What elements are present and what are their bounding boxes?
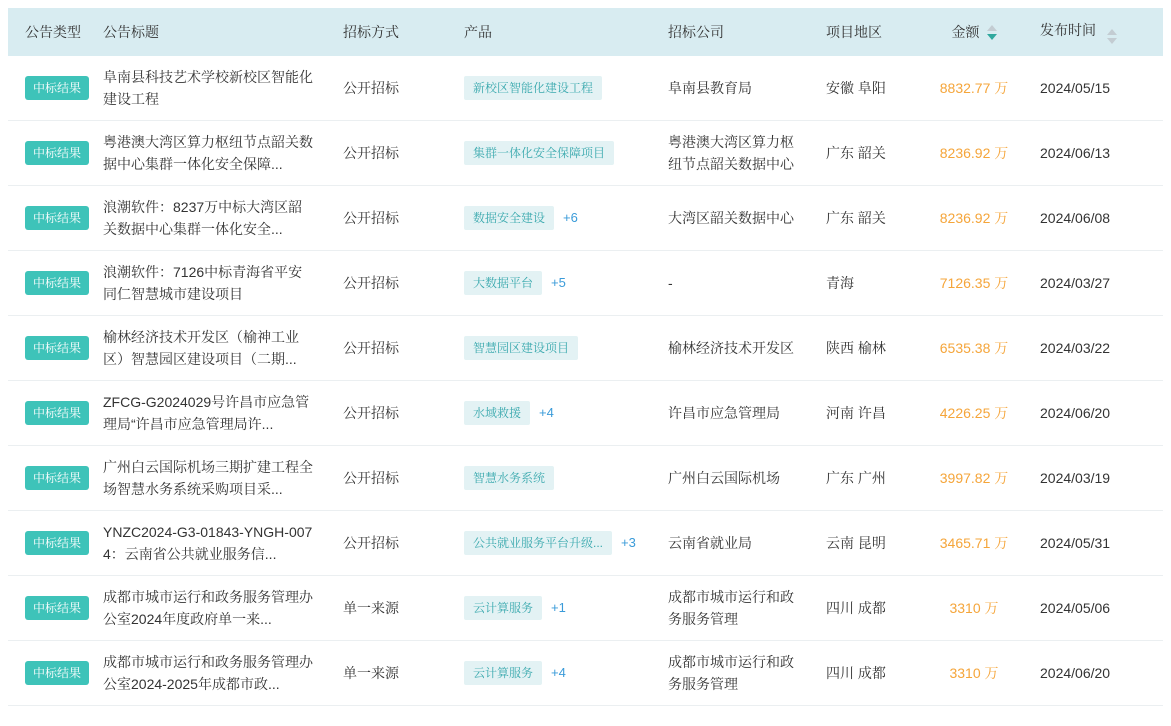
- publish-date: 2024/05/15: [1040, 80, 1111, 96]
- amount-value: 8236.92 万: [939, 145, 1009, 161]
- sort-desc-icon[interactable]: [1107, 38, 1117, 44]
- project-region: 四川 成都: [826, 665, 886, 681]
- product-cell: [449, 466, 653, 490]
- amount-value: 3310 万: [949, 665, 999, 681]
- announcement-type-cell: [8, 466, 103, 490]
- announcement-title[interactable]: 粤港澳大湾区算力枢纽节点韶关数据中心集群一体化安全保障...: [103, 134, 313, 172]
- publish-date: 2024/06/08: [1040, 210, 1111, 226]
- amount-value: 8236.92 万: [939, 210, 1009, 226]
- status-badge: 中标结果: [25, 76, 89, 100]
- status-badge: 中标结果: [25, 466, 89, 490]
- amount-cell: [918, 402, 1030, 424]
- product-tag[interactable]: 智慧水务系统: [464, 466, 554, 490]
- bidding-company: 许昌市应急管理局: [668, 405, 780, 421]
- amount-value: 3310 万: [949, 600, 999, 616]
- bidding-method: 公开招标: [343, 535, 399, 551]
- product-cell: [449, 531, 653, 555]
- project-region: 陕西 榆林: [826, 340, 886, 356]
- announcement-type-cell: [8, 271, 103, 295]
- publish-date: 2024/05/06: [1040, 600, 1111, 616]
- bidding-company: 成都市城市运行和政务服务管理: [668, 654, 794, 692]
- table-row[interactable]: [8, 381, 1163, 446]
- header-project-region: 项目地区: [826, 24, 882, 40]
- status-badge: 中标结果: [25, 596, 89, 620]
- project-region: 云南 昆明: [826, 535, 886, 551]
- header-bidding-method: 招标方式: [343, 24, 399, 40]
- table-row[interactable]: [8, 121, 1163, 186]
- product-tag[interactable]: 云计算服务: [464, 596, 542, 620]
- product-more-count[interactable]: +4: [539, 405, 554, 420]
- header-announcement-type: 公告类型: [25, 24, 81, 40]
- amount-value: 6535.38 万: [939, 340, 1009, 356]
- bidding-company: 云南省就业局: [668, 535, 752, 551]
- amount-value: 8832.77 万: [939, 80, 1009, 96]
- announcement-type-cell: [8, 76, 103, 100]
- announcement-title[interactable]: 榆林经济技术开发区（榆神工业区）智慧园区建设项目（二期...: [103, 329, 299, 367]
- bidding-company: 阜南县教育局: [668, 80, 752, 96]
- product-more-count[interactable]: +6: [563, 210, 578, 225]
- amount-value: 7126.35 万: [939, 275, 1009, 291]
- amount-value: 3997.82 万: [939, 470, 1009, 486]
- bidding-method: 单一来源: [343, 665, 399, 681]
- product-tag[interactable]: 智慧园区建设项目: [464, 336, 578, 360]
- header-publish-date-label: 发布时间: [1040, 22, 1096, 38]
- table-row[interactable]: [8, 316, 1163, 381]
- announcement-title[interactable]: 浪潮软件：7126中标青海省平安同仁智慧城市建设项目: [103, 264, 303, 302]
- amount-cell: [918, 467, 1030, 489]
- header-publish-date[interactable]: [1030, 20, 1148, 44]
- product-cell: [449, 401, 653, 425]
- publish-date: 2024/03/27: [1040, 275, 1111, 291]
- product-cell: [449, 596, 653, 620]
- publish-date: 2024/06/20: [1040, 405, 1111, 421]
- announcement-type-cell: [8, 336, 103, 360]
- project-region: 河南 许昌: [826, 405, 886, 421]
- publish-date: 2024/03/19: [1040, 470, 1111, 486]
- table-row[interactable]: [8, 251, 1163, 316]
- announcement-title[interactable]: 阜南县科技艺术学校新校区智能化建设工程: [103, 69, 313, 107]
- announcement-type-cell: [8, 661, 103, 685]
- product-cell: [449, 206, 653, 230]
- announcement-title[interactable]: 成都市城市运行和政务服务管理办公室2024-2025年成都市政...: [103, 654, 313, 692]
- table-row[interactable]: [8, 186, 1163, 251]
- project-region: 广东 韶关: [826, 210, 886, 226]
- header-product: 产品: [464, 24, 492, 40]
- announcement-title[interactable]: 成都市城市运行和政务服务管理办公室2024年度政府单一来...: [103, 589, 313, 627]
- bidding-method: 单一来源: [343, 600, 399, 616]
- amount-cell: [918, 662, 1030, 684]
- product-cell: [449, 141, 653, 165]
- status-badge: 中标结果: [25, 271, 89, 295]
- amount-cell: [918, 142, 1030, 164]
- project-region: 青海: [826, 275, 854, 291]
- table-row[interactable]: [8, 641, 1163, 706]
- table-row[interactable]: [8, 446, 1163, 511]
- bidding-company: 成都市城市运行和政务服务管理: [668, 589, 794, 627]
- publish-date: 2024/05/31: [1040, 535, 1111, 551]
- project-region: 安徽 阜阳: [826, 80, 886, 96]
- product-tag[interactable]: 集群一体化安全保障项目: [464, 141, 614, 165]
- product-more-count[interactable]: +1: [551, 600, 566, 615]
- status-badge: 中标结果: [25, 661, 89, 685]
- sort-amount-icon[interactable]: [987, 25, 997, 40]
- announcement-type-cell: [8, 531, 103, 555]
- product-cell: [449, 336, 653, 360]
- amount-cell: [918, 532, 1030, 554]
- bidding-company: 粤港澳大湾区算力枢纽节点韶关数据中心: [668, 134, 794, 172]
- announcement-title[interactable]: 广州白云国际机场三期扩建工程全场智慧水务系统采购项目采...: [103, 459, 313, 497]
- project-region: 广东 广州: [826, 470, 886, 486]
- product-tag[interactable]: 水域救援: [464, 401, 530, 425]
- announcement-title[interactable]: YNZC2024-G3-01843-YNGH-0074：云南省公共就业服务信...: [103, 524, 313, 562]
- announcement-type-cell: [8, 206, 103, 230]
- status-badge: 中标结果: [25, 206, 89, 230]
- product-more-count[interactable]: +3: [621, 535, 636, 550]
- amount-cell: [918, 337, 1030, 359]
- bidding-method: 公开招标: [343, 210, 399, 226]
- amount-cell: [918, 272, 1030, 294]
- product-tag[interactable]: 新校区智能化建设工程: [464, 76, 602, 100]
- bidding-method: 公开招标: [343, 145, 399, 161]
- sort-desc-icon[interactable]: [987, 34, 997, 40]
- product-tag[interactable]: 数据安全建设: [464, 206, 554, 230]
- amount-cell: [918, 207, 1030, 229]
- product-cell: [449, 661, 653, 685]
- bidding-method: 公开招标: [343, 405, 399, 421]
- status-badge: 中标结果: [25, 531, 89, 555]
- bidding-method: 公开招标: [343, 80, 399, 96]
- bidding-method: 公开招标: [343, 275, 399, 291]
- announcement-title[interactable]: 浪潮软件：8237万中标大湾区韶关数据中心集群一体化安全...: [103, 199, 303, 237]
- publish-date: 2024/06/13: [1040, 145, 1111, 161]
- product-cell: [449, 271, 653, 295]
- product-cell: [449, 76, 653, 100]
- header-announcement-title: 公告标题: [103, 24, 159, 40]
- announcement-type-cell: [8, 141, 103, 165]
- announcement-title[interactable]: ZFCG-G2024029号许昌市应急管理局“许昌市应急管理局许...: [103, 394, 310, 432]
- product-more-count[interactable]: +4: [551, 665, 566, 680]
- product-tag[interactable]: 公共就业服务平台升级...: [464, 531, 612, 555]
- status-badge: 中标结果: [25, 141, 89, 165]
- table-row[interactable]: [8, 511, 1163, 576]
- amount-cell: [918, 597, 1030, 619]
- bidding-company: -: [668, 275, 673, 291]
- publish-date: 2024/03/22: [1040, 340, 1111, 356]
- announcement-type-cell: [8, 401, 103, 425]
- product-tag[interactable]: 云计算服务: [464, 661, 542, 685]
- amount-cell: [918, 77, 1030, 99]
- amount-value: 3465.71 万: [939, 535, 1009, 551]
- table-row[interactable]: [8, 56, 1163, 121]
- table-body: [8, 56, 1163, 706]
- product-tag[interactable]: 大数据平台: [464, 271, 542, 295]
- publish-date: 2024/06/20: [1040, 665, 1111, 681]
- bidding-company: 榆林经济技术开发区: [668, 340, 794, 356]
- bidding-method: 公开招标: [343, 340, 399, 356]
- sort-asc-icon[interactable]: [1107, 29, 1117, 35]
- announcement-type-cell: [8, 596, 103, 620]
- bidding-method: 公开招标: [343, 470, 399, 486]
- product-more-count[interactable]: +5: [551, 275, 566, 290]
- status-badge: 中标结果: [25, 336, 89, 360]
- project-region: 四川 成都: [826, 600, 886, 616]
- header-amount[interactable]: [918, 22, 1030, 42]
- tender-results-table: [8, 8, 1163, 706]
- status-badge: 中标结果: [25, 401, 89, 425]
- amount-value: 4226.25 万: [939, 405, 1009, 421]
- sort-asc-icon[interactable]: [987, 25, 997, 31]
- table-row[interactable]: [8, 576, 1163, 641]
- bidding-company: 大湾区韶关数据中心: [668, 210, 794, 226]
- header-amount-label: 金额: [951, 24, 980, 40]
- project-region: 广东 韶关: [826, 145, 886, 161]
- sort-date-icon[interactable]: [1107, 29, 1117, 44]
- bidding-company: 广州白云国际机场: [668, 470, 780, 486]
- header-bidding-company: 招标公司: [668, 24, 724, 40]
- table-header: [8, 8, 1163, 56]
